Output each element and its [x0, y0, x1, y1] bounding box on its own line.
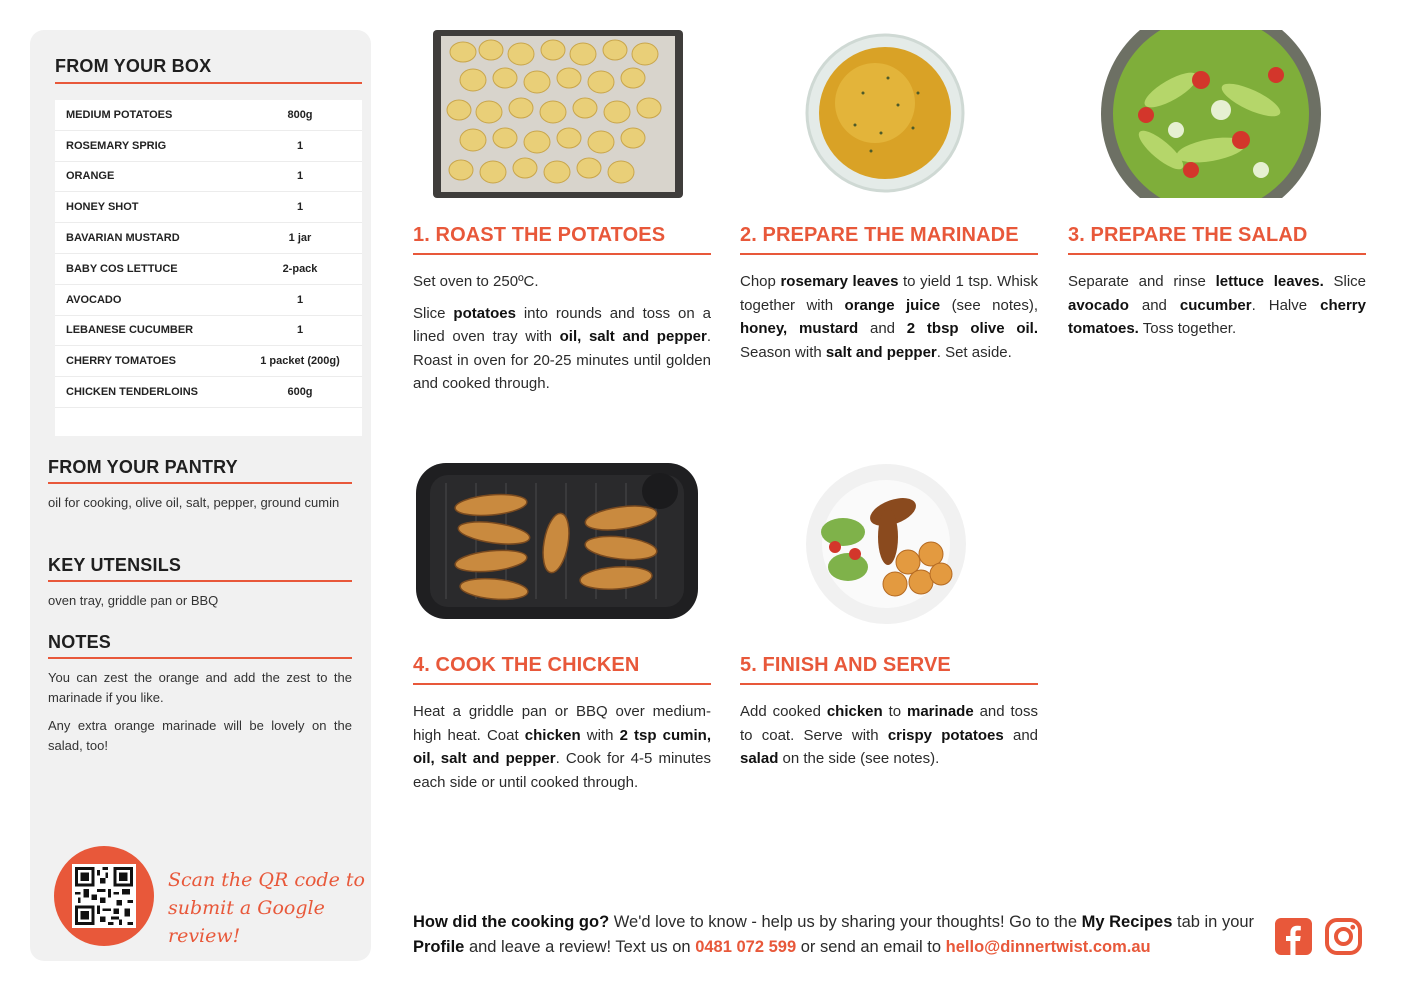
footer-question: How did the cooking go? — [413, 913, 610, 931]
step-text: Separate and rinse lettuce leaves. Slice avocado and cucumber. Halve cherry tomatoes. Toss together. — [1068, 273, 1367, 337]
review-footer: How did the cooking go? We'd love to know - help us by sharing your thoughts! Go to the My Recipes tab in your Profile and leave a review! Text us on 0481 072 599 or send an email to hello@dinnertwist.com.au — [413, 913, 1255, 956]
pantry-text: oil for cooking, olive oil, salt, pepper, ground cumin — [48, 495, 340, 510]
plated-dish-image — [803, 462, 969, 626]
ingredient-qty: 2-pack — [282, 262, 318, 275]
qr-caption-line: submit a Google review! — [168, 897, 325, 947]
step-title: 4. COOK THE CHICKEN — [413, 654, 711, 685]
ingredient-name: ROSEMARY SPRIG — [66, 139, 167, 152]
qr-code-icon[interactable] — [72, 864, 136, 928]
table-row — [55, 377, 362, 408]
table-row — [55, 316, 362, 347]
pantry-section — [48, 457, 352, 513]
utensils-section — [48, 555, 352, 611]
table-row — [55, 192, 362, 223]
notes-title: NOTES — [48, 632, 352, 659]
step-3 — [1068, 224, 1366, 341]
ingredient-qty: 600g — [287, 386, 313, 399]
ingredient-qty: 1 — [296, 293, 304, 306]
step-title: 1. ROAST THE POTATOES — [413, 224, 711, 255]
phone-link[interactable]: 0481 072 599 — [695, 938, 797, 956]
note-item: Any extra orange marinade will be lovely on the salad, too! — [48, 718, 352, 753]
ingredients-table — [55, 100, 362, 436]
table-row — [55, 131, 362, 162]
sidebar — [30, 30, 371, 961]
step-title: 5. FINISH AND SERVE — [740, 654, 1038, 685]
ingredient-qty: 1 — [296, 139, 304, 152]
marinade-bowl-image — [803, 33, 967, 193]
my-recipes-label: My Recipes — [1081, 913, 1173, 931]
facebook-icon[interactable] — [1275, 918, 1312, 955]
ingredient-qty: 800g — [287, 108, 313, 121]
griddle-chicken-image — [416, 463, 698, 619]
step-1 — [413, 224, 711, 396]
ingredient-qty: 1 — [296, 201, 304, 214]
step-4 — [413, 654, 711, 794]
ingredient-qty: 1 — [296, 324, 304, 337]
step-text: Chop rosemary leaves to yield 1 tsp. Whisk together with orange juice (see notes), honey, mustard and 2 tbsp olive oil. Season with salt and pepper. Set aside. — [740, 273, 1039, 361]
utensils-title: KEY UTENSILS — [48, 555, 352, 582]
ingredient-name: MEDIUM POTATOES — [66, 108, 173, 121]
step-text: Slice potatoes into rounds and toss on a lined oven tray with oil, salt and pepper. Roast in oven for 20-25 minutes until golden and cooked through. — [413, 304, 711, 392]
ingredient-name: CHERRY TOMATOES — [66, 355, 177, 368]
ingredient-qty: 1 packet (200g) — [260, 355, 340, 368]
ingredient-name: ORANGE — [66, 170, 115, 183]
email-link[interactable]: hello@dinnertwist.com.au — [945, 938, 1151, 956]
ingredient-name: CHICKEN TENDERLOINS — [66, 386, 199, 399]
utensils-text: oven tray, griddle pan or BBQ — [48, 593, 219, 608]
step-text: Set oven to 250ºC. — [413, 273, 539, 290]
ingredient-name: HONEY SHOT — [66, 201, 139, 214]
ingredient-name: AVOCADO — [66, 293, 122, 306]
ingredient-name: BABY COS LETTUCE — [66, 262, 178, 275]
ingredient-name: BAVARIAN MUSTARD — [66, 232, 180, 245]
step-title: 2. PREPARE THE MARINADE — [740, 224, 1038, 255]
table-row — [55, 162, 362, 193]
notes-section — [48, 632, 352, 756]
note-item: You can zest the orange and add the zest to the marinade if you like. — [48, 670, 352, 705]
pantry-title: FROM YOUR PANTRY — [48, 457, 352, 484]
step-text: Heat a griddle pan or BBQ over medium-high heat. Coat chicken with 2 tsp cumin, oil, salt and pepper. Cook for 4-5 minutes each side or until cooked through. — [413, 703, 711, 791]
table-row — [55, 223, 362, 254]
step-5 — [740, 654, 1038, 771]
roasted-potatoes-image — [433, 30, 683, 198]
ingredient-name: LEBANESE CUCUMBER — [66, 324, 194, 337]
from-your-box-title: FROM YOUR BOX — [55, 56, 362, 84]
step-text: Add cooked chicken to marinade and toss to coat. Serve with crispy potatoes and salad on the side (see notes). — [740, 703, 1039, 767]
table-row — [55, 346, 362, 377]
table-row — [55, 285, 362, 316]
ingredient-qty: 1 jar — [288, 232, 312, 245]
table-row — [55, 100, 362, 131]
qr-caption-line: Scan the QR code to — [168, 869, 365, 891]
profile-label: Profile — [413, 938, 465, 956]
instagram-icon[interactable] — [1325, 918, 1362, 955]
step-2 — [740, 224, 1038, 364]
qr-code-badge[interactable] — [54, 846, 154, 946]
ingredient-qty: 1 — [296, 170, 304, 183]
table-row — [55, 254, 362, 285]
step-title: 3. PREPARE THE SALAD — [1068, 224, 1366, 255]
qr-caption — [168, 866, 368, 950]
salad-bowl-image — [1101, 30, 1322, 198]
